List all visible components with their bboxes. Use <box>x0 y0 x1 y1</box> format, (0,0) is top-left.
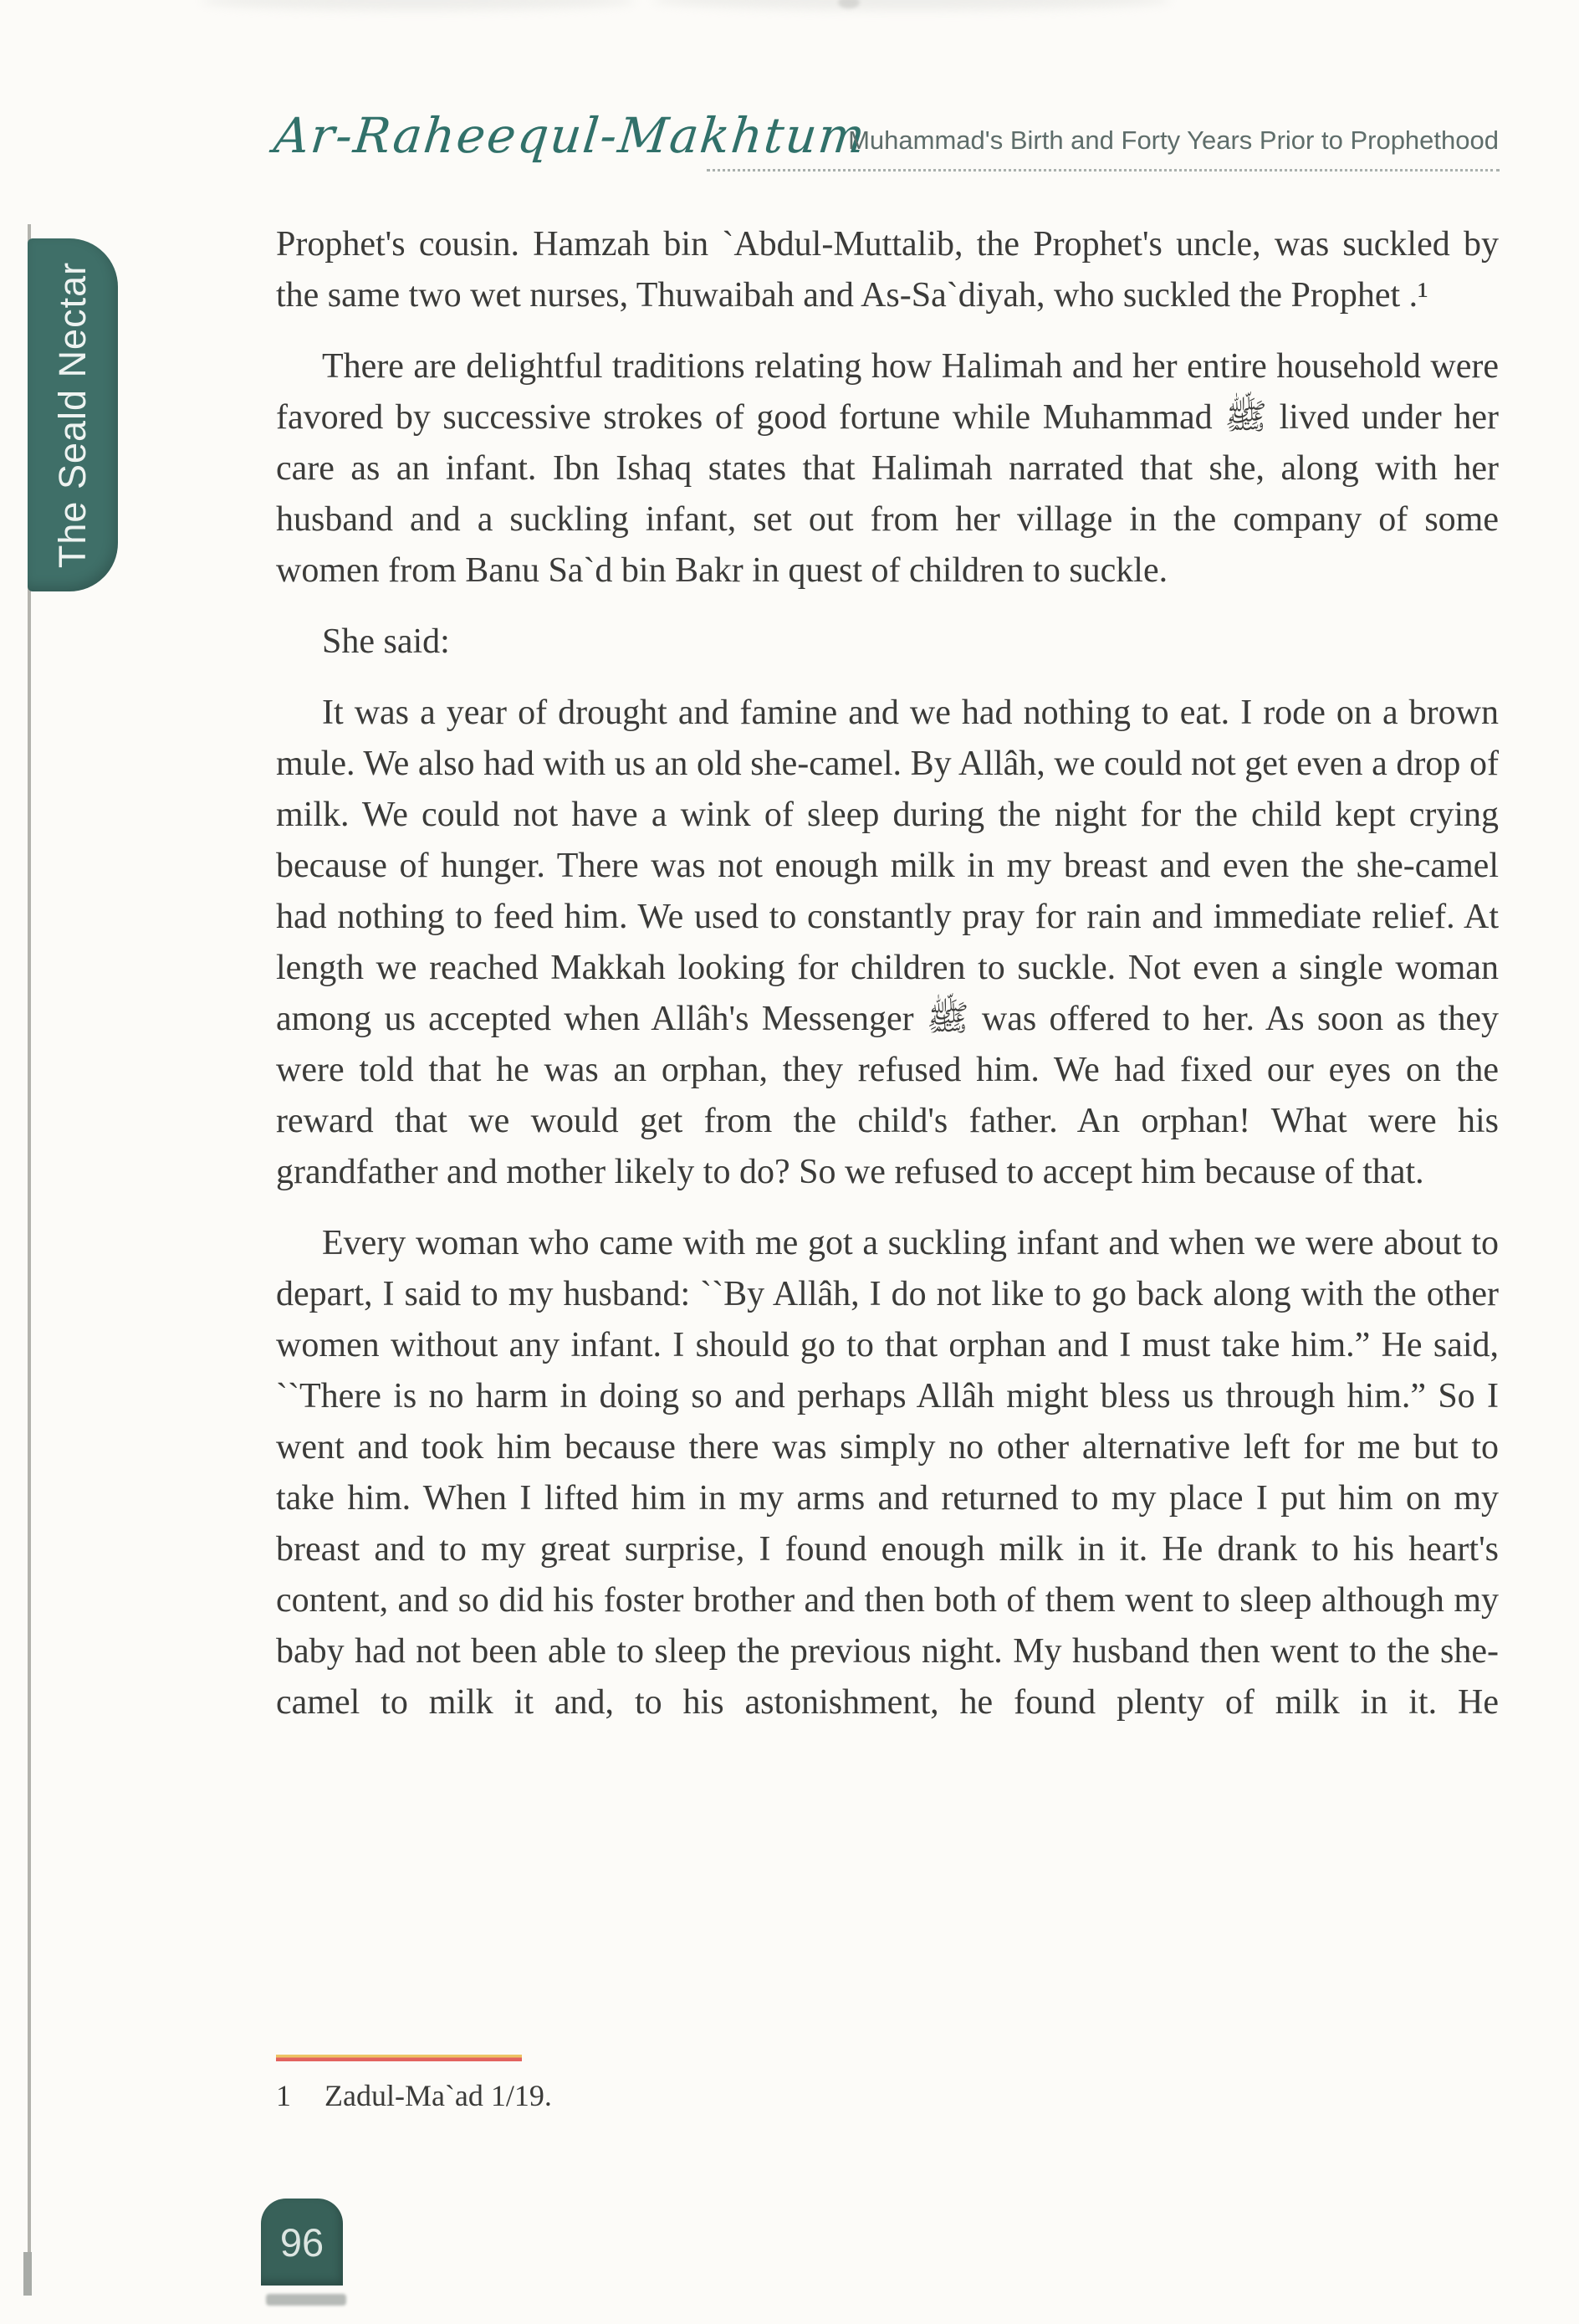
page-number: 96 <box>279 2219 324 2265</box>
paragraph: There are delightful traditions relating how Halimah and her entire household were favored by successive strokes of good fortune while Muhammad ﷺ lived under her care as an infant. Ibn Ishaq states that Halimah narrated that she, along with her husband and a suckling infant, set out from her village in the company of some women from Banu Sa`d bin Bakr in quest of children to suckle. <box>276 347 1499 590</box>
page-number-badge <box>261 2199 343 2286</box>
paragraph: She said: <box>322 622 450 661</box>
header-dotted-rule <box>707 169 1500 171</box>
body-text <box>276 219 1499 1748</box>
footnote-text: Zadul-Ma`ad 1/19. <box>324 2079 552 2112</box>
chapter-title: Muhammad's Birth and Forty Years Prior to Prophethood <box>848 125 1499 155</box>
footnote-rule <box>276 2055 522 2061</box>
page-fold-line-end <box>23 2252 32 2296</box>
scan-artifact <box>652 0 1171 10</box>
scan-artifact <box>201 0 636 10</box>
sidebar-tab <box>28 238 118 591</box>
sidebar-tab-label: The Seald Nectar <box>51 261 94 569</box>
paragraph: Prophet's cousin. Hamzah bin `Abdul-Muttalib, the Prophet's uncle, was suckled by the same two wet nurses, Thuwaibah and As-Sa`diyah, who suckled the Prophet .¹ <box>276 225 1499 315</box>
footnote <box>276 2078 552 2113</box>
paragraph: It was a year of drought and famine and we had nothing to eat. I rode on a brown mule. We also had with us an old she-camel. By Allâh, we could not get even a drop of milk. We could not have a wink of sleep during the night for the child kept crying because of hunger. There was not enough milk in my breast and even the she-camel had nothing to feed him. We used to constantly pray for rain and immediate relief. At length we reached Makkah looking for children to suckle. Not even a single woman among us accepted when Allâh's Messenger ﷺ was offered to her. As soon as they were told that he was an orphan, they refused him. We had fixed our eyes on the reward that we would get from the child's father. An orphan! What were his grandfather and mother likely to do? So we refused to accept him because of that. <box>276 694 1499 1191</box>
footnote-marker: 1 <box>276 2079 291 2112</box>
paragraph: Every woman who came with me got a suckling infant and when we were about to depart, I said to my husband: ``By Allâh, I do not like to go back along with the other women without any infant. I should go to that orphan and I must take him.” He said, ``There is no harm in doing so and perhaps Allâh might bless us through him.” So I went and took him because there was simply no other alternative left for me but to take him. When I lifted him in my arms and returned to my place I put him on my breast and to my great surprise, I found enough milk in it. He drank to his heart's content, and so did his foster brother and then both of them went to sleep although my baby had not been able to sleep the previous night. My husband then went to the she-camel to milk it and, to his astonishment, he found plenty of milk in it. He <box>276 1224 1499 1722</box>
page-number-shadow <box>266 2294 346 2306</box>
book-title-script: Ar-Raheequl-Makhtum <box>271 107 870 164</box>
